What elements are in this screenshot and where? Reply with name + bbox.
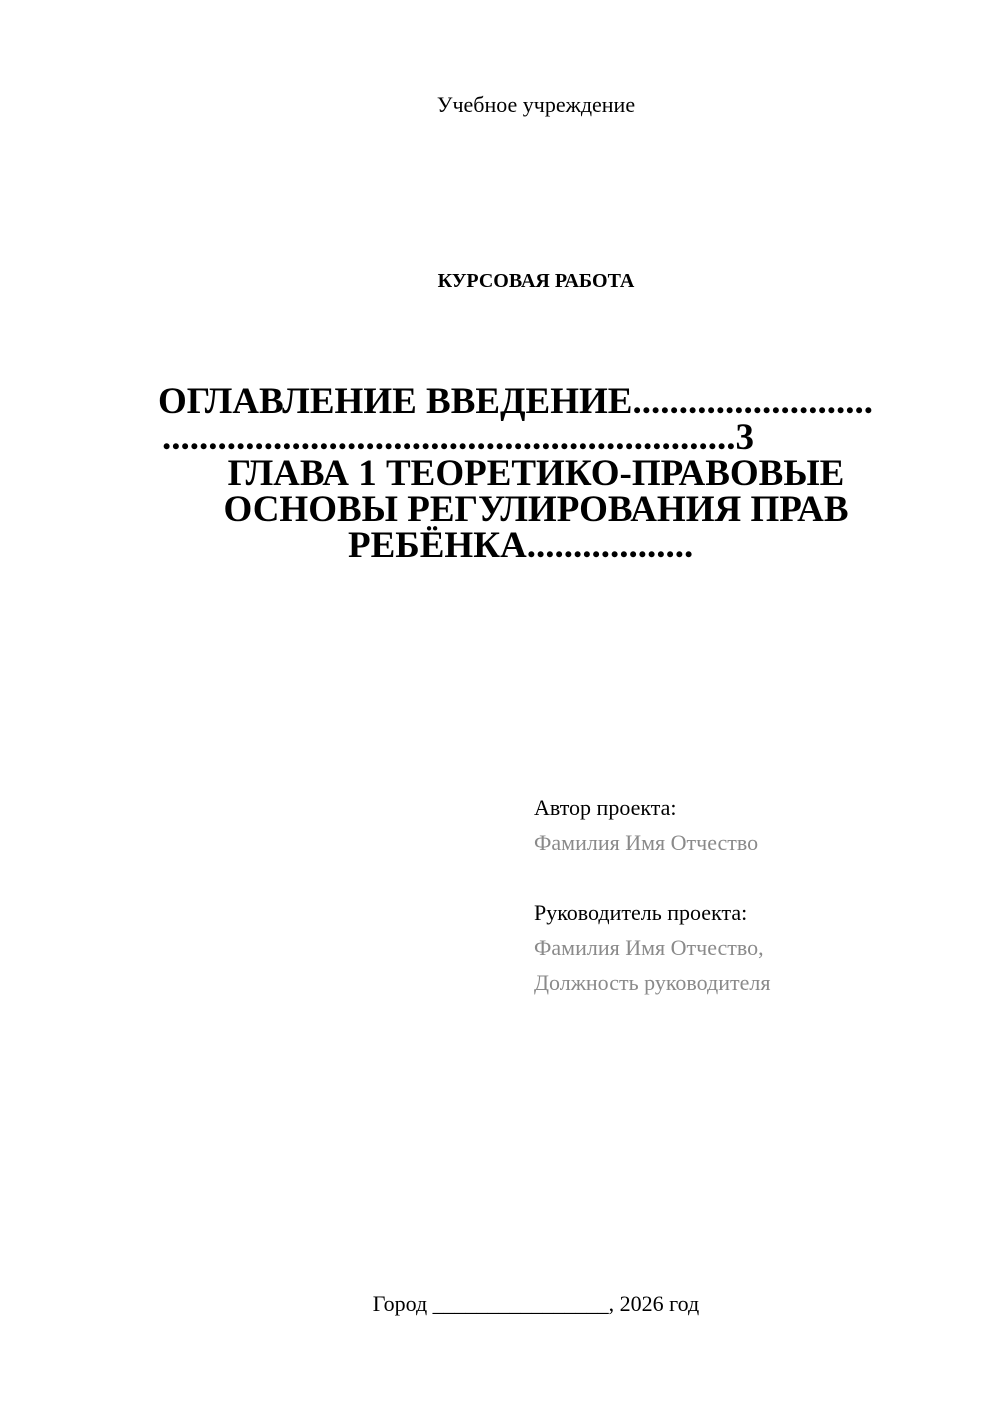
toc-line: ОСНОВЫ РЕГУЛИРОВАНИЯ ПРАВ [223,489,849,530]
city-year-footer: Город ________________, 2026 год [372,1291,700,1316]
toc-line: ОГЛАВЛЕНИЕ ВВЕДЕНИЕ.......................... [158,381,873,422]
institution-name: Учебное учреждение [436,92,636,117]
spacer [534,860,770,895]
author-label: Автор проекта: [534,795,677,820]
toc-line: РЕБЁНКА.................. [348,525,694,566]
supervisor-position: Должность руководителя [534,970,771,995]
toc-line: ГЛАВА 1 ТЕОРЕТИКО-ПРАВОВЫЕ [227,453,845,494]
document-type: КУРСОВАЯ РАБОТА [437,270,635,292]
supervisor-label: Руководитель проекта: [534,900,748,925]
toc-line: ..............................................................3 [162,417,754,458]
project-roles [534,790,770,1000]
author-name: Фамилия Имя Отчество [534,830,759,855]
supervisor-name: Фамилия Имя Отчество, [534,935,764,960]
